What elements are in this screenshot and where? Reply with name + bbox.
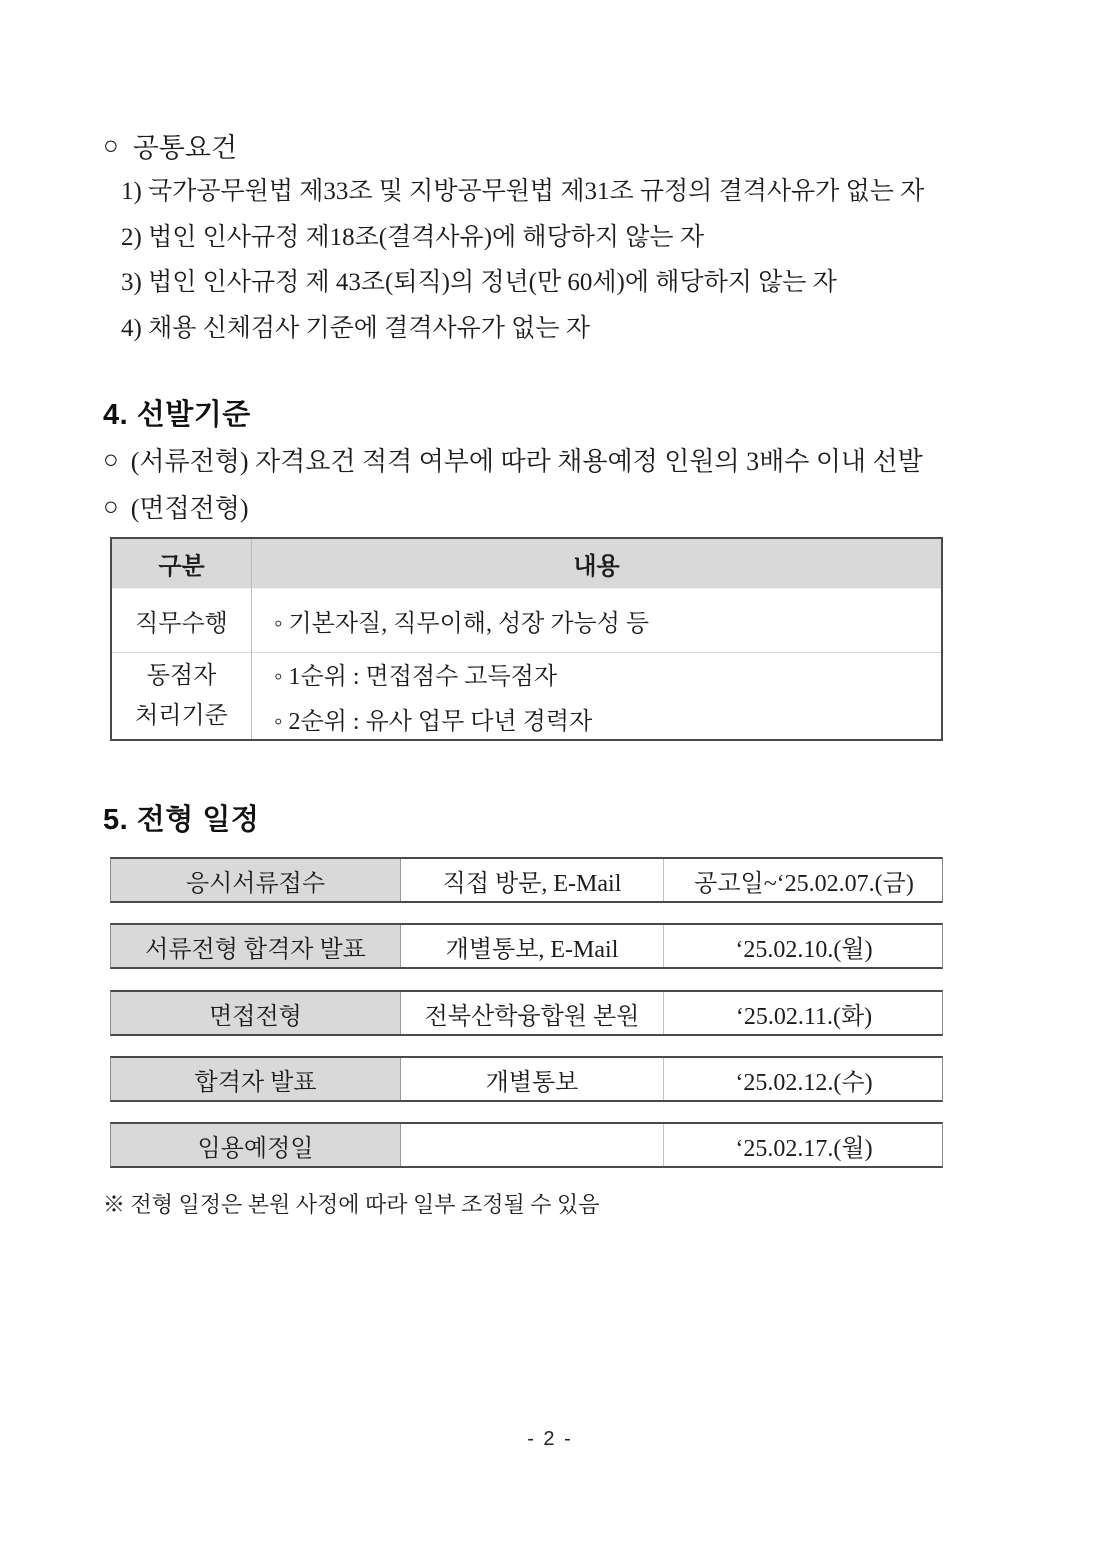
schedule-method-cell: 전북산학융합원 본원 xyxy=(401,992,664,1034)
requirement-item: 4) 채용 신체검사 기준에 결격사유가 없는 자 xyxy=(121,314,590,342)
schedule-date-cell: ‘25.02.10.(월) xyxy=(735,936,873,963)
schedule-stage-cell: 임용예정일 xyxy=(111,1124,401,1166)
table-header-content: 내용 xyxy=(252,539,941,589)
table-header-category: 구분 xyxy=(112,539,252,589)
schedule-stage-cell: 면접전형 xyxy=(111,992,401,1034)
table-row-category xyxy=(112,653,252,739)
schedule-method-cell: 개별통보, E-Mail xyxy=(401,925,664,967)
circle-bullet-icon: ○ xyxy=(103,444,119,474)
table-content-line: ◦ 기본자질, 직무이해, 성장 가능성 등 xyxy=(274,611,650,637)
requirement-item: 1) 국가공무원법 제33조 및 지방공무원법 제31조 규정의 결격사유가 없는 자 xyxy=(121,177,925,205)
selection-criteria-table xyxy=(110,537,943,741)
schedule-stage-cell: 합격자 발표 xyxy=(111,1058,401,1100)
page-number: - 2 - xyxy=(527,1428,573,1450)
schedule-method-cell: 직접 방문, E-Mail xyxy=(401,859,664,901)
section5-heading: 5. 전형 일정 xyxy=(103,804,260,836)
schedule-method-cell: 개별통보 xyxy=(401,1058,664,1100)
requirement-item: 2) 법인 인사규정 제18조(결격사유)에 해당하지 않는 자 xyxy=(121,223,704,251)
table-row-content xyxy=(252,589,941,653)
schedule-row-application xyxy=(110,857,943,903)
requirement-item: 3) 법인 인사규정 제 43조(퇴직)의 정년(만 60세)에 해당하지 않는 자 xyxy=(121,269,837,297)
schedule-stage-cell: 서류전형 합격자 발표 xyxy=(111,925,401,967)
table-category-line: 동점자 xyxy=(146,663,217,689)
common-requirements-label: 공통요건 xyxy=(132,133,238,163)
table-row-category: 직무수행 xyxy=(112,589,252,653)
schedule-footnote: ※ 전형 일정은 본원 사정에 따라 일부 조정될 수 있음 xyxy=(103,1192,600,1217)
schedule-row-document-result xyxy=(110,923,943,969)
schedule-row-appointment xyxy=(110,1122,943,1168)
section4-bullet-text: (면접전형) xyxy=(130,494,249,523)
schedule-row-final-result xyxy=(110,1056,943,1102)
table-category-line: 처리기준 xyxy=(135,703,228,729)
schedule-date-cell: ‘25.02.17.(월) xyxy=(735,1135,873,1162)
table-content-line: ◦ 1순위 : 면접점수 고득점자 xyxy=(274,664,558,690)
schedule-stage-cell: 응시서류접수 xyxy=(111,859,401,901)
schedule-date-cell: 공고일~‘25.02.07.(금) xyxy=(694,870,914,897)
table-content-line: ◦ 2순위 : 유사 업무 다년 경력자 xyxy=(274,709,593,735)
circle-bullet-icon: ○ xyxy=(103,491,119,521)
section4-bullet-line xyxy=(103,441,923,478)
schedule-row-interview xyxy=(110,990,943,1036)
table-row-content xyxy=(252,653,941,739)
section4-bullet-text: (서류전형) 자격요건 적격 여부에 따라 채용예정 인원의 3배수 이내 선발 xyxy=(130,447,923,476)
schedule-date-cell: ‘25.02.12.(수) xyxy=(735,1069,873,1096)
schedule-method-cell xyxy=(401,1124,664,1166)
common-requirements-title xyxy=(103,126,237,165)
section4-heading: 4. 선발기준 xyxy=(103,399,251,431)
circle-bullet-icon: ○ xyxy=(103,130,119,160)
section4-bullet-line xyxy=(103,488,249,525)
common-requirements-list xyxy=(121,166,1021,349)
schedule-date-cell: ‘25.02.11.(화) xyxy=(735,1003,873,1030)
